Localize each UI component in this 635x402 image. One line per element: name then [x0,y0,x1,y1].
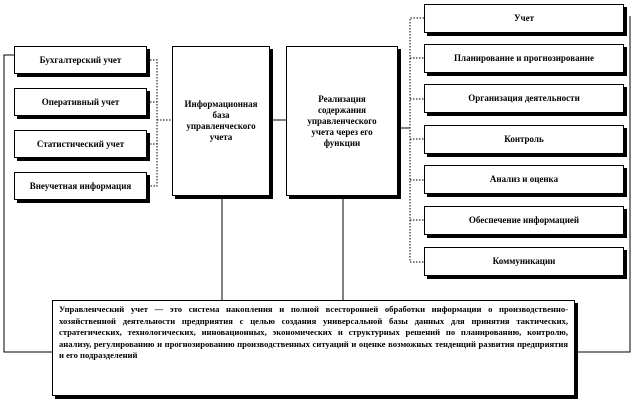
source-box-accounting [14,46,147,74]
source-label: Статистический учет [36,138,125,149]
function-label: Анализ и оценка [489,174,559,184]
realization-label: Реализация содержания управленческого учета через его функции [307,93,377,148]
function-box-accounting [424,4,624,33]
function-label: Обеспечение информацией [468,215,580,225]
function-box-planning [424,44,624,73]
function-box-information-supply [424,206,624,235]
right-dotted-bracket [410,18,424,262]
function-box-analysis [424,165,624,194]
definition-box [52,300,575,396]
source-label: Бухгалтерский учет [39,54,122,65]
realization-box [286,46,398,196]
function-label: Планирование и прогнозирование [454,53,594,63]
source-label: Оперативный учет [41,96,120,107]
left-dotted-bracket [147,60,172,186]
info-base-label: Информационная база управленческого учета [184,99,258,142]
function-label: Учет [513,13,535,23]
definition-text: Управленческий учет — это система накопления и полной всесторонней обработки информации о производственно-хозяйственной деятельности предприятия с целью создания универсальной базы данных для принятия тактических, стратегических, технологических, инновационных, экономических и структурных решений по планированию, контролю, анализу, регулированию и прогнозированию производственных ситуаций и оценке возможных тенденций развития предприятия и его подразделений [59,304,568,361]
function-box-organization [424,84,624,113]
source-box-external-info [14,172,147,200]
function-label: Организация деятельности [468,93,580,103]
source-box-statistical [14,130,147,158]
function-label: Контроль [504,134,544,144]
function-box-communications [424,247,624,276]
function-label: Коммуникации [492,256,556,266]
function-box-control [424,125,624,154]
source-label: Внеучетная информация [29,180,132,191]
source-box-operational [14,88,147,116]
info-base-box [172,46,270,196]
